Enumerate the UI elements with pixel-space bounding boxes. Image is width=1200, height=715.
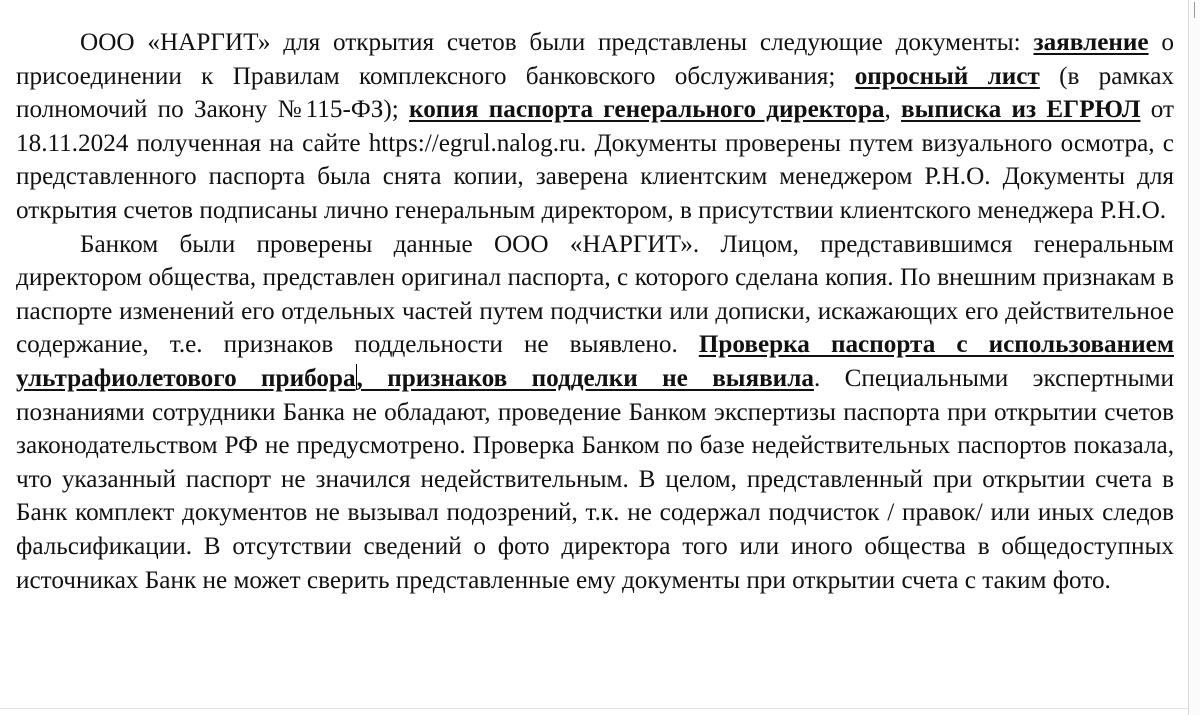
- paragraph-text: от 18.11.2024 полученная на сайте https://egrul.nalog.ru. Документы проверены путем визуального осмотра, с представленного паспорта была снята копии, заверена клиентским менеджером Р.Н.О. Документы для открытия счетов подписаны лично генеральным директором, в присутствии клиентского менеджера Р.Н.О.: [16, 96, 1174, 224]
- paragraph-text: (в рамках полномочий по Закону №115-ФЗ);: [16, 62, 1174, 124]
- page-bottom-edge: [0, 708, 1189, 709]
- emphasized-text: копия паспорта генерального директора: [409, 96, 885, 124]
- paragraph-1: [16, 26, 1174, 228]
- scroll-marker: [1194, 2, 1195, 18]
- emphasized-text: , признаков подделки не выявила: [356, 364, 814, 392]
- document-body: [16, 26, 1174, 597]
- paragraph-text: о присоединении к Правилам комплексного банковского обслуживания;: [16, 29, 1175, 90]
- emphasized-text: опросный лист: [854, 62, 1040, 90]
- paragraph-text: . Специальными экспертными познаниями сотрудники Банка не обладают, проведение Банком экспертизы паспорта при открытии счетов законодательством РФ не предусмотрено. Проверка Банком по базе недействительных паспортов показала, что указанный паспорт не значился недействительным. В целом, представленный при открытии счета в Банк комплект документов не вызывал подозрений, т.к. не содержал подчисток / правок/ или иных следов фальсификации. В отсутствии сведений о фото директора того или иного общества в общедоступных источниках Банк не может сверить представленные ему документы при открытии счета с таким фото.: [16, 364, 1174, 594]
- paragraph-2: [16, 228, 1174, 598]
- paragraph-text: ООО «НАРГИТ» для открытия счетов были представлены следующие документы:: [80, 29, 1034, 56]
- emphasized-text: Проверка паспорта с использованием ультрафиолетового прибора: [16, 331, 1174, 392]
- paragraph-text: ,: [884, 96, 902, 124]
- emphasized-text: выписка из ЕГРЮЛ: [901, 96, 1141, 124]
- emphasized-text: заявление: [1033, 29, 1149, 56]
- window-right-edge: [1188, 0, 1200, 715]
- paragraph-text: Банком были проверены данные ООО «НАРГИТ». Лицом, представившимся генеральным директором общества, представлен оригинал паспорта, с которого сделана копия. По внешним признакам в паспорте изменений его отдельных частей путем подчистки или дописки, искажающих его действительное содержание, т.е. признаков поддельности не выявлено.: [16, 230, 1174, 359]
